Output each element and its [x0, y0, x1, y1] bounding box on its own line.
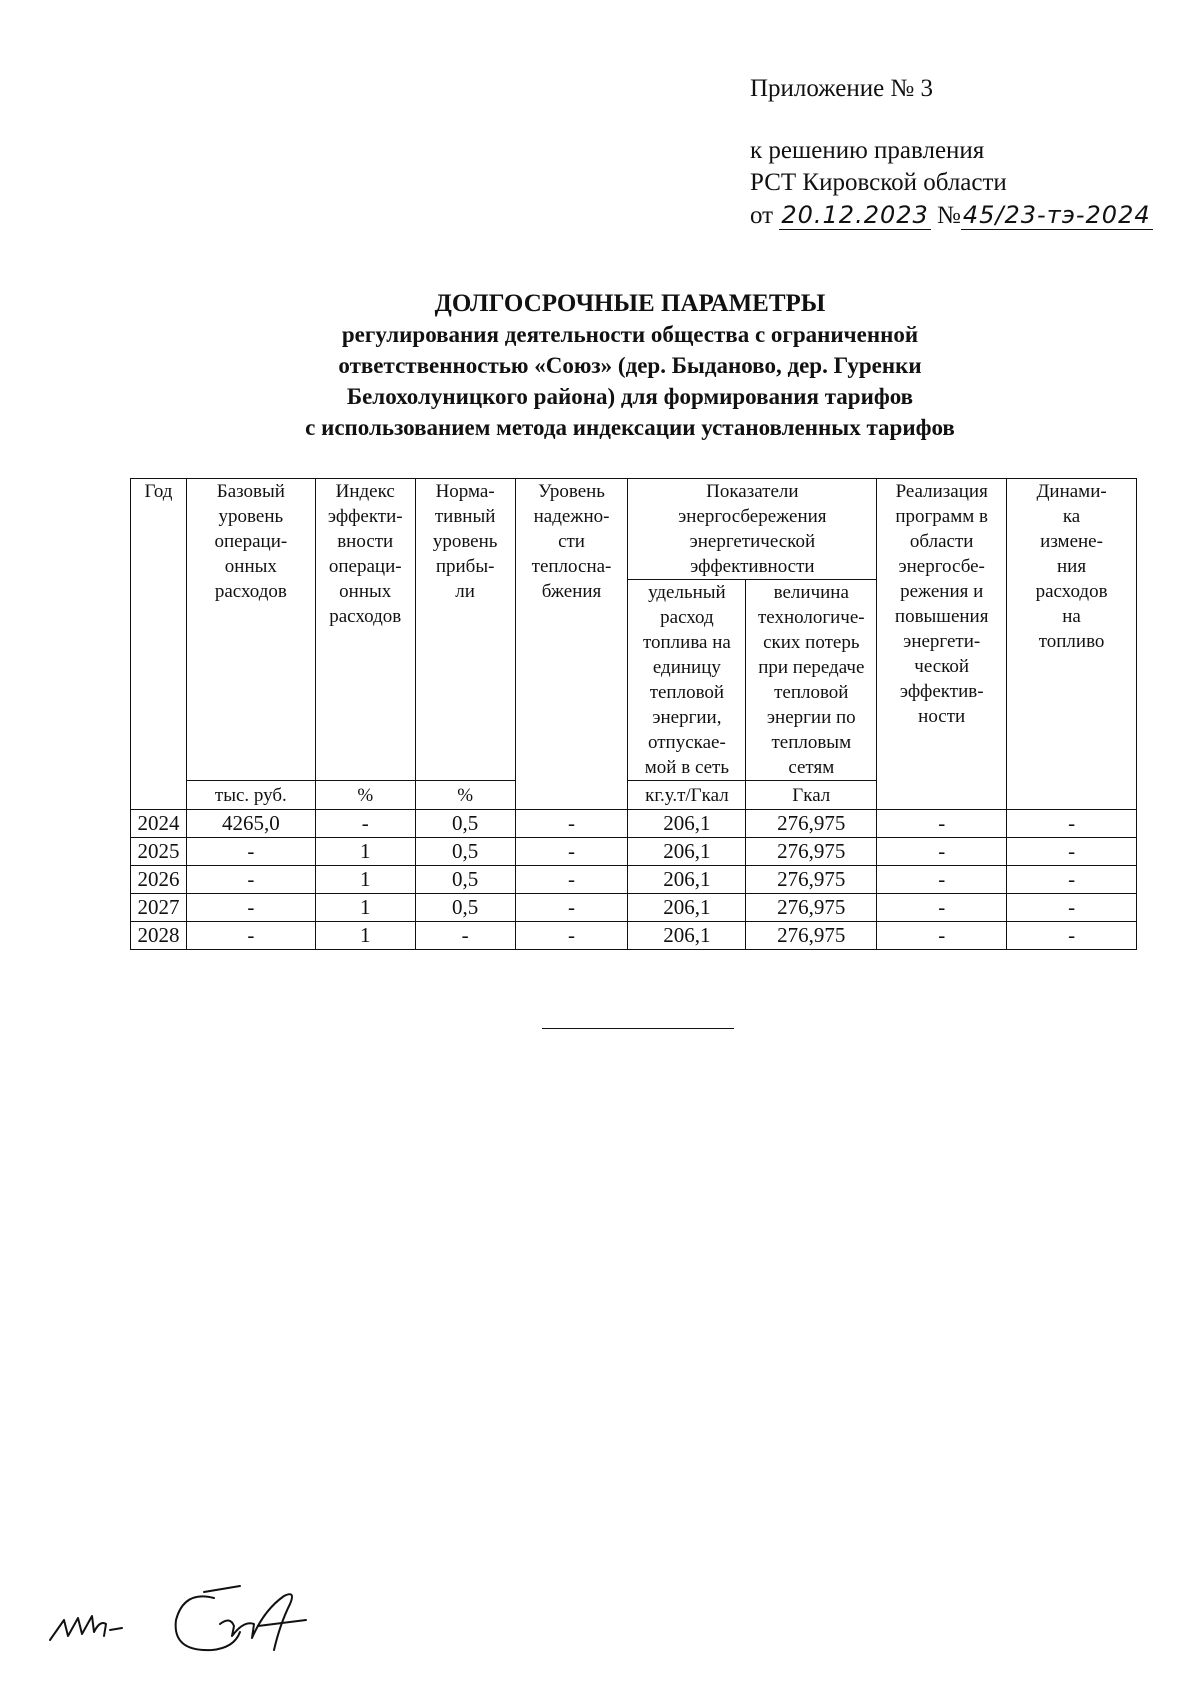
- appendix-block: [750, 73, 1153, 232]
- handwritten-signature: [44, 1580, 384, 1670]
- cell-base: -: [186, 922, 315, 950]
- unit-fuel: кг.у.т/Гкал: [628, 781, 746, 810]
- end-separator-line: [542, 1028, 734, 1029]
- cell-profit: 0,5: [415, 810, 515, 838]
- header-year: Год: [131, 479, 187, 810]
- cell-programs: -: [877, 894, 1007, 922]
- appendix-label: Приложение № 3: [750, 75, 934, 102]
- cell-base: 4265,0: [186, 810, 315, 838]
- cell-fuel: 206,1: [628, 810, 746, 838]
- appendix-decision-line: к решению правления: [750, 137, 985, 164]
- header-dynamics: Динами- ка измене- ния расходов на топливо: [1007, 479, 1137, 810]
- cell-programs: -: [877, 922, 1007, 950]
- cell-reliability: -: [515, 922, 628, 950]
- table-row: [131, 866, 1137, 894]
- cell-profit: 0,5: [415, 894, 515, 922]
- cell-year: 2025: [131, 838, 187, 866]
- table-row: [131, 922, 1137, 950]
- cell-dynamics: -: [1007, 810, 1137, 838]
- parameters-table: [130, 478, 1137, 950]
- appendix-date-line: [750, 199, 1153, 232]
- header-index: Индекс эффекти- вности операци- онных расходов: [315, 479, 415, 781]
- title-line-4: с использованием метода индексации установленных тарифов: [305, 415, 955, 440]
- cell-reliability: -: [515, 838, 628, 866]
- cell-programs: -: [877, 838, 1007, 866]
- table-row: [131, 810, 1137, 838]
- cell-fuel: 206,1: [628, 838, 746, 866]
- cell-losses: 276,975: [746, 894, 877, 922]
- date-prefix: от: [750, 202, 774, 229]
- cell-dynamics: -: [1007, 894, 1137, 922]
- header-fuel: удельный расход топлива на единицу тепловой энергии, отпускае- мой в сеть: [628, 580, 746, 781]
- appendix-authority-line: РСТ Кировской области: [750, 169, 1007, 196]
- cell-dynamics: -: [1007, 838, 1137, 866]
- cell-base: -: [186, 838, 315, 866]
- cell-index: 1: [315, 866, 415, 894]
- cell-dynamics: -: [1007, 922, 1137, 950]
- header-energy-group: Показатели энергосбережения энергетической эффективности: [628, 479, 877, 580]
- cell-reliability: -: [515, 810, 628, 838]
- cell-year: 2026: [131, 866, 187, 894]
- cell-fuel: 206,1: [628, 894, 746, 922]
- title-line-3: Белохолуницкого района) для формирования тарифов: [346, 384, 914, 409]
- header-row-1: [131, 479, 1137, 580]
- cell-reliability: -: [515, 894, 628, 922]
- cell-year: 2028: [131, 922, 187, 950]
- cell-base: -: [186, 894, 315, 922]
- cell-index: 1: [315, 894, 415, 922]
- title-line-1: регулирования деятельности общества с ограниченной: [341, 322, 919, 347]
- cell-fuel: 206,1: [628, 866, 746, 894]
- cell-profit: -: [415, 922, 515, 950]
- cell-losses: 276,975: [746, 922, 877, 950]
- cell-index: 1: [315, 922, 415, 950]
- header-reliability: Уровень надежно- сти теплосна- бжения: [515, 479, 628, 810]
- title-line-2: ответственностью «Союз» (дер. Быданово, дер. Гуренки: [338, 353, 922, 378]
- cell-dynamics: -: [1007, 866, 1137, 894]
- cell-index: -: [315, 810, 415, 838]
- decision-date: 20.12.2023: [781, 201, 929, 229]
- unit-index: %: [315, 781, 415, 810]
- document-title: [130, 288, 1130, 443]
- cell-year: 2024: [131, 810, 187, 838]
- table-row: [131, 894, 1137, 922]
- cell-reliability: -: [515, 866, 628, 894]
- cell-programs: -: [877, 866, 1007, 894]
- header-programs: Реализация программ в области энергосбе- режения и повышения энергети- ческой эффектив- ности: [877, 479, 1007, 810]
- cell-profit: 0,5: [415, 866, 515, 894]
- table-row: [131, 838, 1137, 866]
- decision-number: 45/23-тэ-2024: [962, 201, 1151, 229]
- cell-fuel: 206,1: [628, 922, 746, 950]
- unit-base: тыс. руб.: [186, 781, 315, 810]
- cell-year: 2027: [131, 894, 187, 922]
- number-prefix: №: [937, 202, 961, 229]
- header-profit: Норма- тивный уровень прибы- ли: [415, 479, 515, 781]
- cell-programs: -: [877, 810, 1007, 838]
- header-losses: величина технологиче- ских потерь при передаче тепловой энергии по тепловым сетям: [746, 580, 877, 781]
- header-base: Базовый уровень операци- онных расходов: [186, 479, 315, 781]
- unit-losses: Гкал: [746, 781, 877, 810]
- cell-index: 1: [315, 838, 415, 866]
- unit-profit: %: [415, 781, 515, 810]
- cell-losses: 276,975: [746, 866, 877, 894]
- title-main: ДОЛГОСРОЧНЫЕ ПАРАМЕТРЫ: [434, 290, 826, 317]
- cell-base: -: [186, 866, 315, 894]
- cell-losses: 276,975: [746, 838, 877, 866]
- cell-losses: 276,975: [746, 810, 877, 838]
- cell-profit: 0,5: [415, 838, 515, 866]
